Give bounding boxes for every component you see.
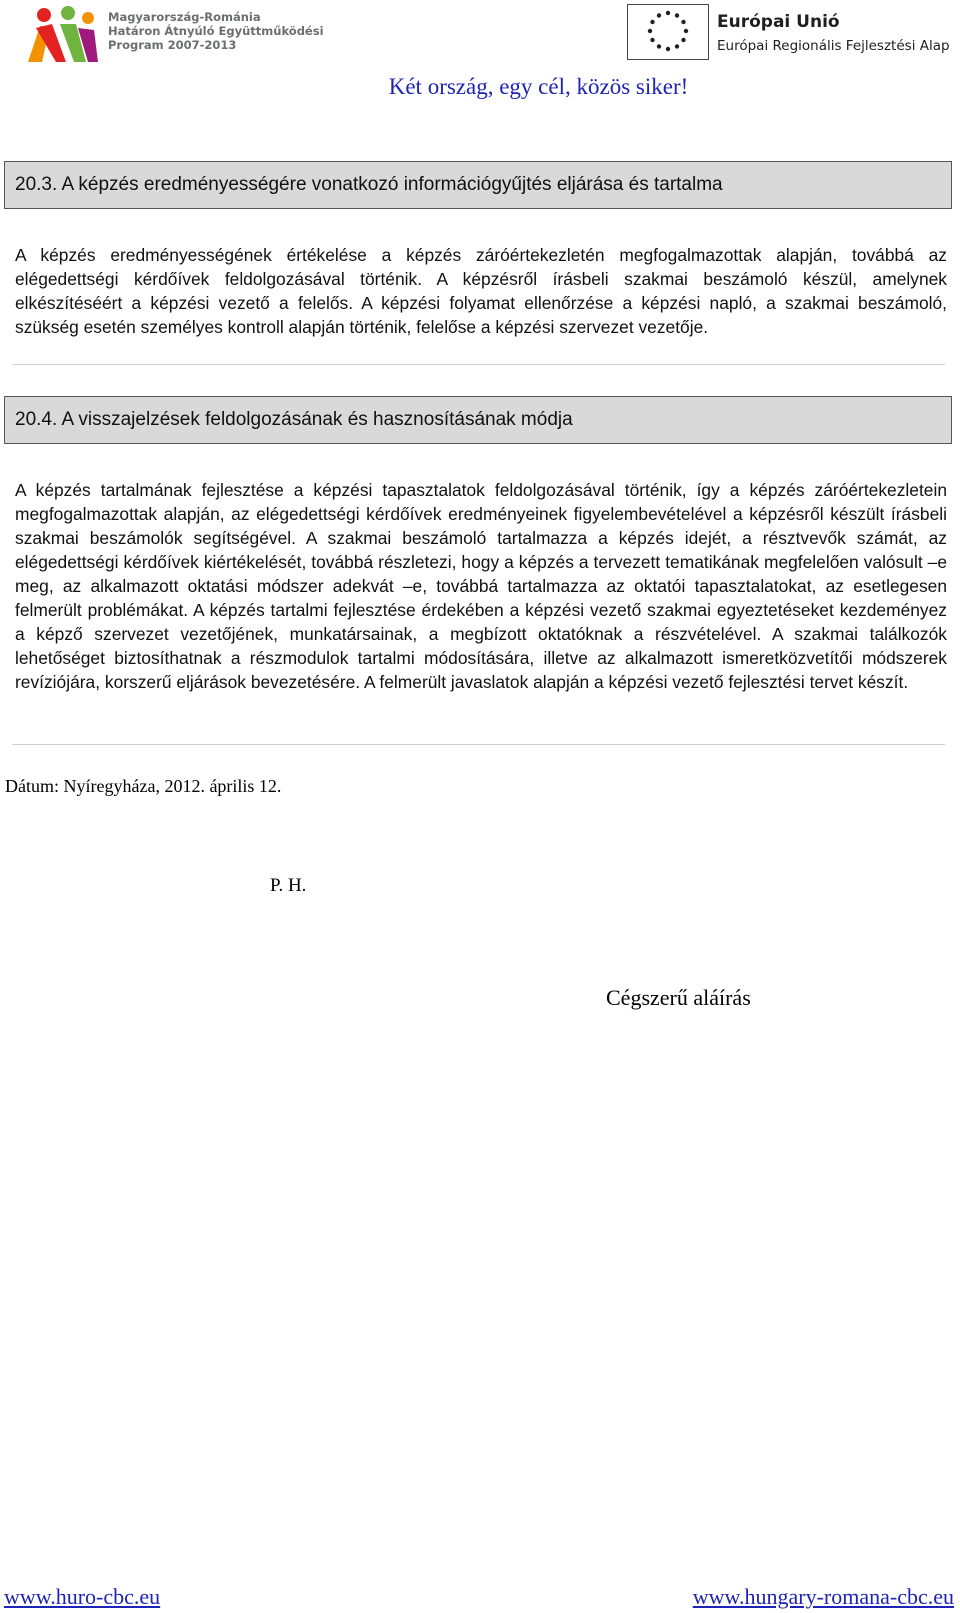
programme-logo [22, 4, 322, 66]
footer-link-hungary-romania[interactable]: www.hungary-romana-cbc.eu [692, 1584, 954, 1609]
footer-link-huro[interactable]: www.huro-cbc.eu [4, 1584, 161, 1609]
programme-name [108, 10, 324, 52]
section-body-20-3: A képzés eredményességének értékelése a képzés záróértekezletén megfogalmazottak alapján, továbbá az elégedettségi kérdőívek feldolgozásával történik. A képzésről írásbeli szakmai beszámoló készül, amelynek elkészítéséért a képzési vezető a felelős. A képzési folyamat ellenőrzése a képzési napló, a szakmai beszámoló, szükség esetén személyes kontroll alapján történik, felelőse a képzési szervezet vezetője. [15, 245, 947, 337]
programme-line-3: Program 2007-2013 [108, 38, 237, 52]
section-heading-text: 20.4. A visszajelzések feldolgozásának és hasznosításának módja [15, 409, 573, 430]
programme-line-2: Határon Átnyúló Együttműködési [108, 24, 324, 38]
company-signature-label: Cégszerű aláírás [606, 985, 751, 1010]
section-heading-text: 20.3. A képzés eredményességére vonatkozó információgyűjtés eljárása és tartalma [15, 174, 723, 195]
section-heading-20-3 [4, 161, 952, 209]
section-divider [12, 364, 945, 365]
eu-logo [627, 4, 950, 64]
programme-line-1: Magyarország-Románia [108, 10, 261, 24]
eu-subtitle: Európai Regionális Fejlesztési Alap [717, 38, 950, 54]
slogan: Két ország, egy cél, közös siker! [388, 74, 689, 99]
eu-flag-icon [627, 4, 709, 60]
date-line: Dátum: Nyíregyháza, 2012. április 12. [5, 776, 282, 796]
section-body-20-4: A képzés tartalmának fejlesztése a képzési tapasztalatok feldolgozásával történik, így a képzés záróértekezletein megfogalmazottak alapján, az elégedettségi kérdőívek eredményeinek figyelembevételével a képzésről készült írásbeli szakmai beszámolók segítségével. A szakmai beszámoló tartalmazza a képzés idejét, a résztvevők számát, az elégedettségi kérdőívek kiértékelését, továbbá részletezi, hogy a képzés a tervezett tematikának megfelelően valósult –e meg, az alkalmazott oktatási módszer adekvát –e, továbbá tartalmazza az oktatói tapasztalatokat, az esetlegesen felmerült problémákat. A képzés tartalmi fejlesztése érdekében a képzési vezető szakmai egyeztetéseket kezdeményez a képző szervezet vezetőjének, munkatársainak, a megbízott oktatóknak a részvételével. A szakmai találkozók lehetőséget biztosíthatnak a részmodulok tartalmi módosítására, illetve az alkalmazott ismeretközvetítői módszerek revíziójára, korszerű eljárások bevezetésére. A felmerült javaslatok alapján a képzési vezető fejlesztési tervet készít. [15, 480, 947, 692]
huro-people-logo-icon [22, 4, 106, 66]
stamp-placeholder: P. H. [270, 875, 307, 896]
eu-title: Európai Unió [717, 12, 840, 32]
section-divider [12, 744, 945, 745]
section-heading-20-4 [4, 396, 952, 444]
